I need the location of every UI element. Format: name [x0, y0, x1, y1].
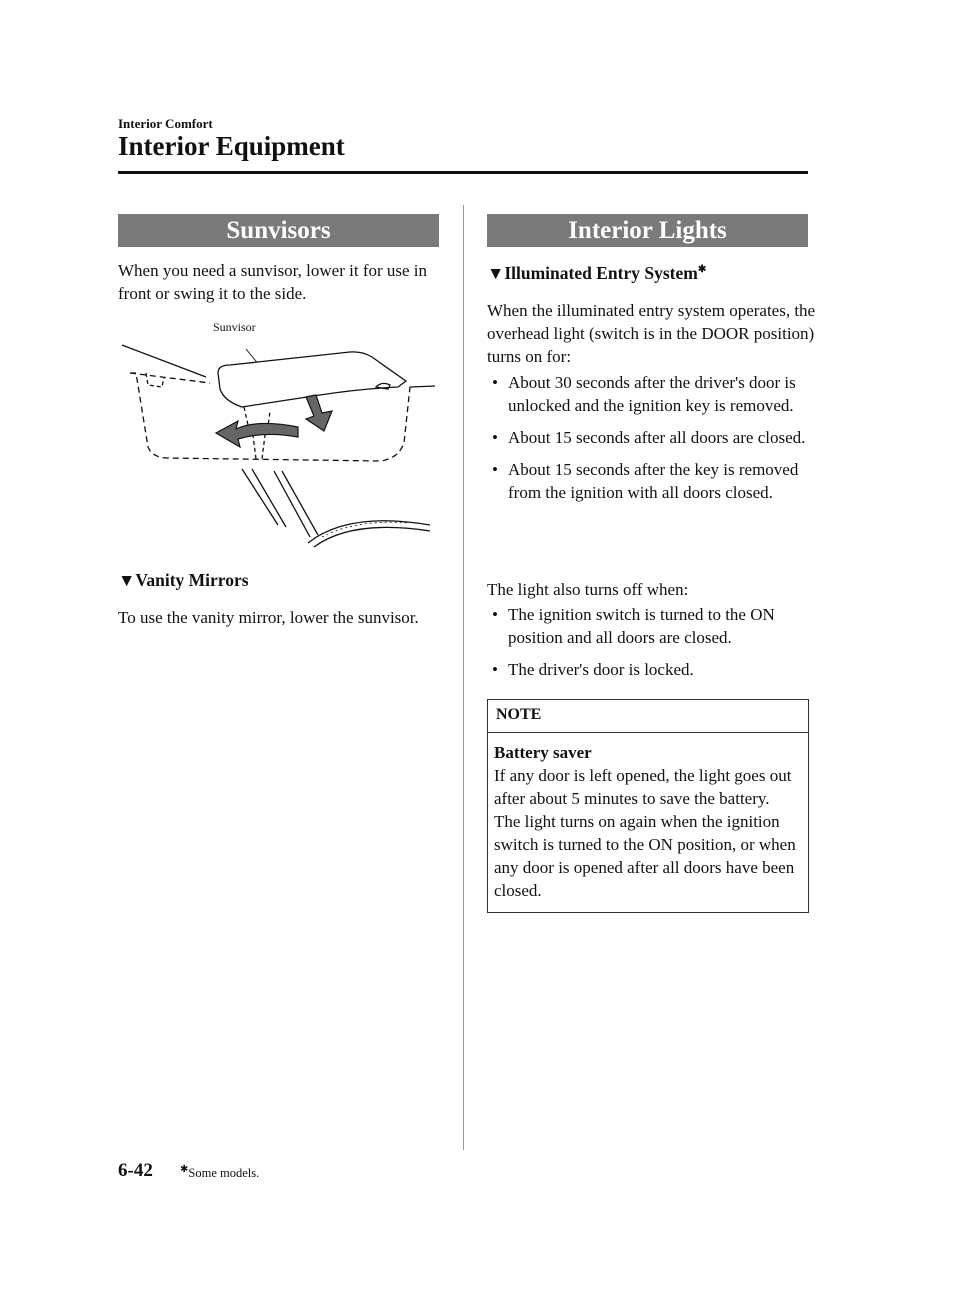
footnote-text: Some models.	[188, 1166, 260, 1181]
breadcrumb: Interior Comfort	[118, 116, 213, 131]
vanity-mirror-text: To use the vanity mirror, lower the sunvisor.	[118, 608, 419, 627]
note-paragraph: The light turns on again when the ignition switch is turned to the ON position, or when any door is opened after all doors have been closed.	[494, 812, 796, 900]
swing-arrow-icon	[216, 421, 298, 447]
light-off-intro: The light also turns off when:	[487, 580, 689, 599]
entry-heading-text: Illuminated Entry System	[504, 263, 698, 283]
list-item: • The driver's door is locked.	[492, 660, 694, 679]
bullet-icon: •	[492, 660, 498, 679]
triangle-icon: ▼	[118, 570, 136, 590]
note-body	[488, 733, 808, 912]
list-item: • About 15 seconds after all doors are closed.	[492, 428, 806, 447]
footnote	[180, 1164, 259, 1181]
bullet-icon: •	[492, 373, 498, 392]
column-divider	[463, 205, 464, 1150]
note-label: NOTE	[488, 700, 808, 733]
vanity-heading-text: Vanity Mirrors	[135, 570, 249, 590]
bullet-icon: •	[492, 605, 498, 624]
roof-line	[410, 386, 435, 387]
entry-bullet-list	[487, 371, 812, 513]
list-item: • About 30 seconds after the driver's door is unlocked and the ignition key is removed.	[492, 373, 796, 415]
sunvisor-illustration	[118, 315, 438, 555]
sunvisor-callout: Sunvisor	[213, 320, 256, 334]
entry-intro: When the illuminated entry system operates, the overhead light (switch is in the DOOR position) turns on for:	[487, 301, 816, 366]
windshield-line	[122, 345, 206, 377]
asterisk-icon: ✱	[697, 264, 707, 276]
bullet-icon: •	[492, 428, 498, 447]
note-subhead: Battery saver	[494, 743, 592, 762]
list-item: • The ignition switch is turned to the ON position and all doors are closed.	[492, 605, 775, 647]
illuminated-entry-heading	[487, 263, 706, 284]
off-bullet-list	[487, 603, 812, 690]
bullet-icon: •	[492, 460, 498, 479]
sunvisors-heading: Sunvisors	[118, 214, 439, 247]
page-number: 6-42	[118, 1160, 153, 1181]
vanity-mirrors-heading	[118, 570, 249, 591]
note-box	[487, 699, 809, 913]
page-title: Interior Equipment	[118, 131, 345, 161]
asterisk-icon: ✱	[180, 1164, 189, 1175]
lower-arrow-icon	[306, 395, 332, 431]
title-rule	[118, 171, 808, 174]
note-paragraph: If any door is left opened, the light goes out after about 5 minutes to save the battery.	[494, 766, 792, 808]
interior-lights-heading: Interior Lights	[487, 214, 808, 247]
list-item: • About 15 seconds after the key is removed from the ignition with all doors closed.	[492, 460, 799, 502]
triangle-icon: ▼	[487, 263, 505, 283]
sunvisor-intro: When you need a sunvisor, lower it for use in front or swing it to the side.	[118, 261, 428, 303]
